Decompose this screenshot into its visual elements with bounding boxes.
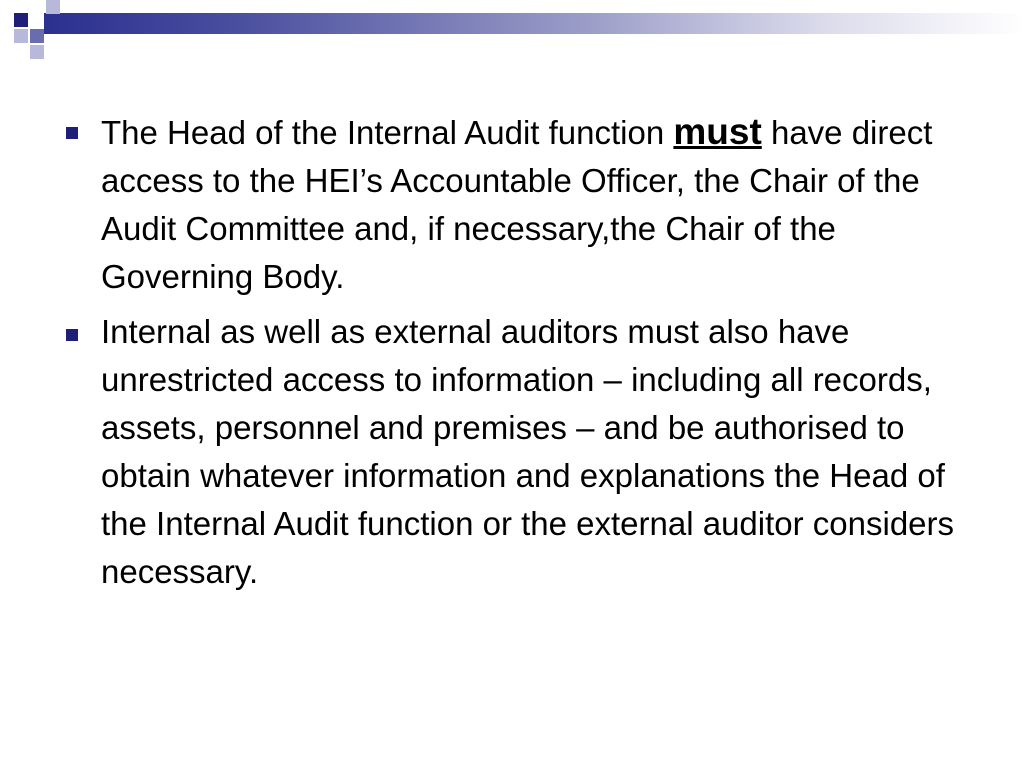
bullet-item-1 <box>101 108 971 301</box>
bullet-2-text: Internal as well as external auditors must also have unrestricted access to information – including all records, assets, personnel and premises – and be authorised to obtain whatever information and explanations the Head of the Internal Audit function or the external auditor considers necessary. <box>101 313 955 590</box>
bullet-1-text-start: The Head of the Internal Audit function <box>101 114 674 151</box>
bullet-1-text-end: have direct access to the HEI’s Accountable Officer, the Chair of the Audit Committee and, if necessary,the Chair of the Governing Body. <box>101 114 933 295</box>
bullet-square-icon <box>66 127 78 139</box>
bullet-item-2 <box>101 308 971 596</box>
bullet-square-icon <box>66 329 78 341</box>
bullet-1-emphasis: must <box>673 111 762 152</box>
